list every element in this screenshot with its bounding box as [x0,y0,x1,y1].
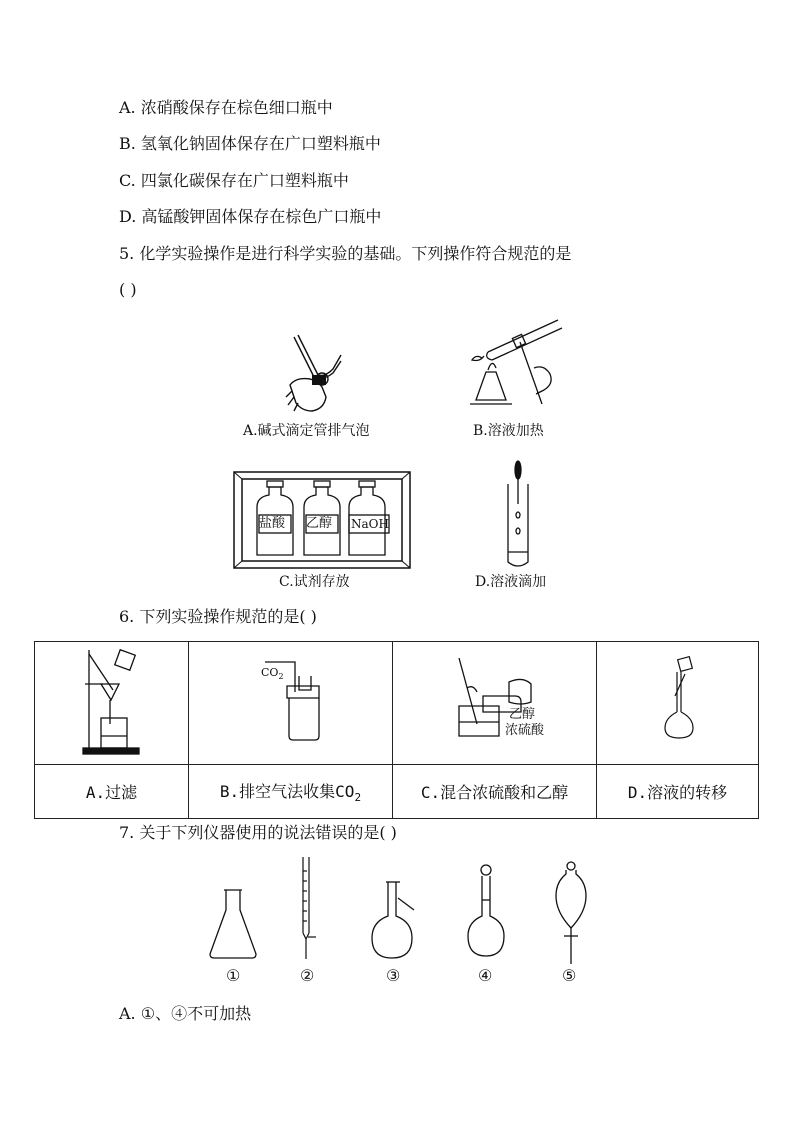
q6-label-b: B.排空气法收集$CO_2$ [189,765,393,819]
q7-number-5: ⑤ [562,966,577,985]
q6-fig-mix-acid [393,642,597,765]
q7-stem: 7. 关于下列仪器使用的说法错误的是( ) [119,823,397,842]
q6-stem: 6. 下列实验操作规范的是( ) [119,607,317,626]
q6-fig-filtration [35,642,189,765]
q5-answer-paren: ( ) [119,280,137,299]
dropper-figure [504,460,532,570]
reagent-cabinet [233,471,411,569]
heating-solution-figure [462,316,568,412]
ethanol-label: 乙醇 [509,707,536,722]
q7-number-2: ② [300,966,315,985]
q6-fig-co2-collect [189,642,393,765]
q7-number-3: ③ [386,966,401,985]
volumetric-flask-icon [657,656,697,746]
bottle-label-naoh: NaOH [351,517,389,531]
sulfuric-acid-label: 浓硫酸 [505,723,545,738]
q7-number-1: ① [226,966,241,985]
burette-bubble-figure [282,333,352,415]
bottle-label-ethanol: 乙醇 [306,516,333,531]
bottle-label-hcl: 盐酸 [259,516,286,531]
q6-fig-transfer [597,642,759,765]
q5-stem: 5. 化学实验操作是进行科学实验的基础。下列操作符合规范的是 [119,244,572,263]
erlenmeyer-flask-icon [208,888,258,960]
q5-caption-d: D.溶液滴加 [475,574,547,590]
q4-option-a: A. 浓硝酸保存在棕色细口瓶中 [119,98,333,117]
q4-option-d: D. 高锰酸钾固体保存在棕色广口瓶中 [119,207,382,226]
volumetric-flask-q7-icon [466,862,506,962]
q6-label-d: D.溶液的转移 [597,765,759,819]
co2-inlet-label: $CO_2$ [261,666,284,682]
burette-icon [296,855,318,963]
q5-caption-b: B.溶液加热 [473,423,544,439]
q6-label-a: A.过滤 [35,765,189,819]
q4-option-b: B. 氢氧化钠固体保存在广口塑料瓶中 [119,134,381,153]
q4-option-c: C. 四氯化碳保存在广口塑料瓶中 [119,171,349,190]
filtration-icon [81,646,171,758]
q7-option-a: A. ①、④不可加热 [119,1004,252,1023]
q5-caption-a: A.碱式滴定管排气泡 [243,423,370,439]
separatory-funnel-icon [554,860,588,968]
q6-label-c: C.混合浓硫酸和乙醇 [393,765,597,819]
q6-options-table [34,641,759,819]
q5-caption-c: C.试剂存放 [279,574,350,590]
mixing-icon [457,654,557,758]
q7-number-4: ④ [478,966,493,985]
distillation-flask-icon [370,880,418,962]
